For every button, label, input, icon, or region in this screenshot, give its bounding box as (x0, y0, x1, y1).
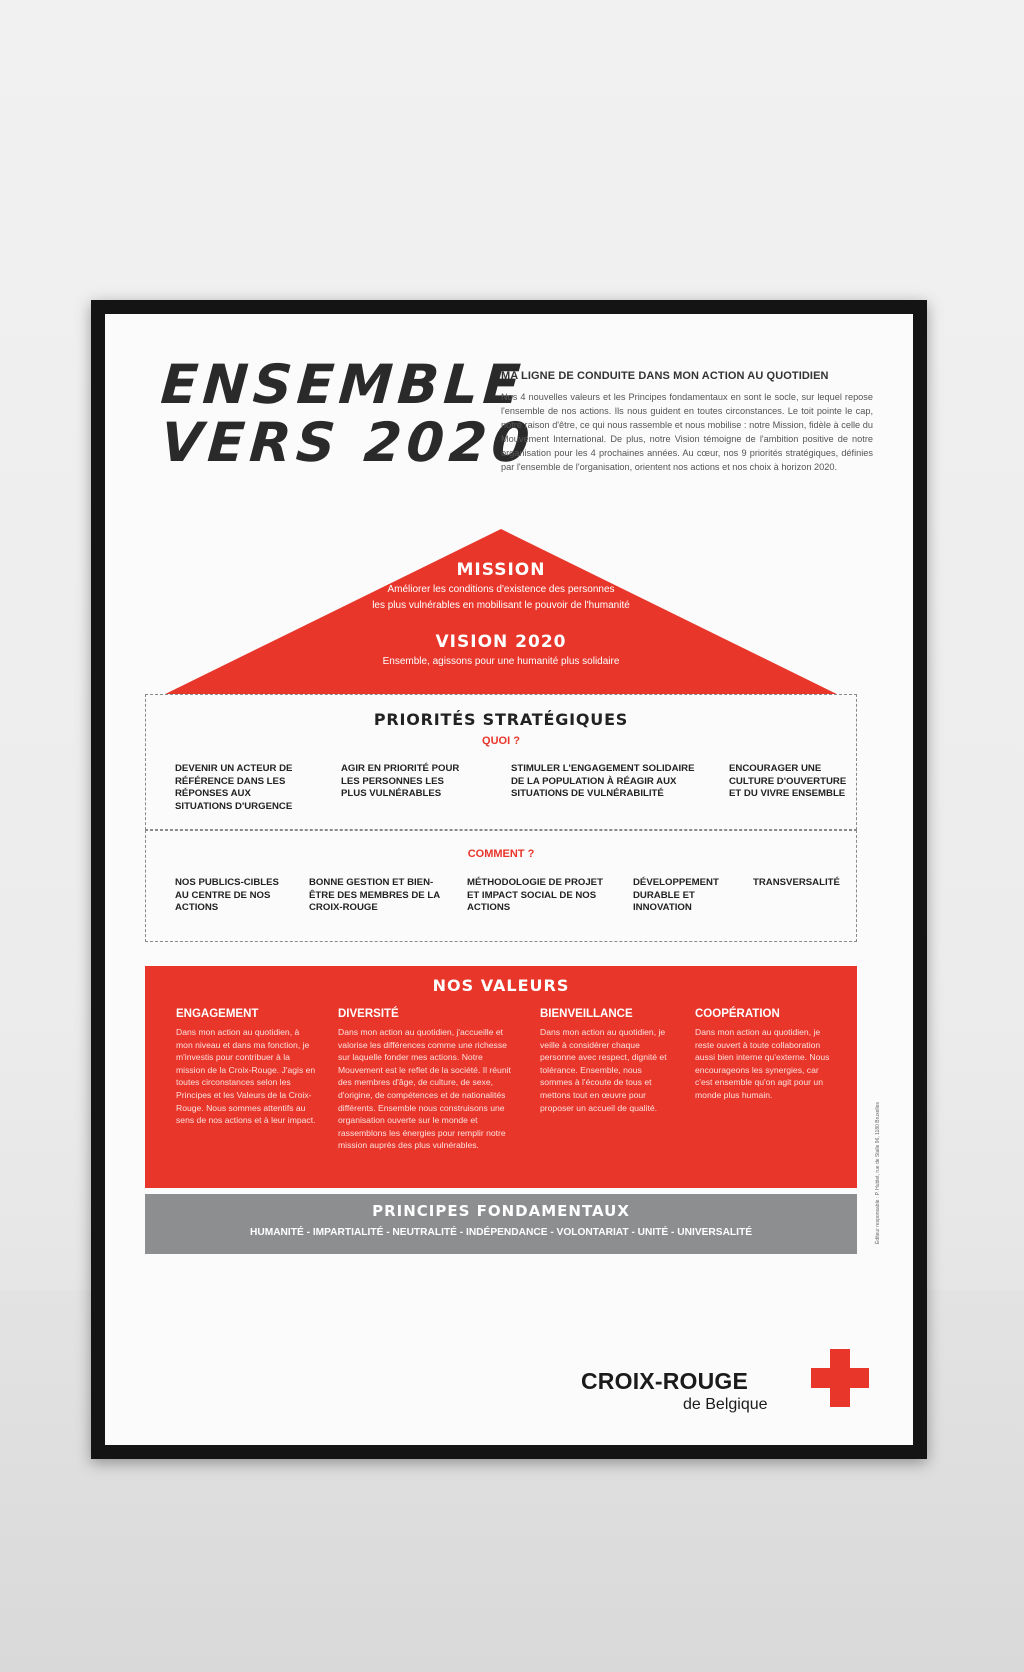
vision-text: Ensemble, agissons pour une humanité plus solidaire (382, 656, 620, 667)
quoi-item: ENCOURAGER UNE CULTURE D'OUVERTURE ET DU VIVRE ENSEMBLE (729, 763, 847, 799)
quoi-item: AGIR EN PRIORITÉ POUR LES PERSONNES LES PLUS VULNÉRABLES (341, 763, 460, 799)
mission-line-1: Améliorer les conditions d'existence des personnes (387, 584, 615, 595)
title-line-2: VERS 2020 (158, 411, 537, 474)
poster (105, 314, 913, 1445)
red-cross-icon (811, 1349, 869, 1407)
logo-name: CROIX-ROUGE (581, 1368, 749, 1394)
mission-line-2: les plus vulnérables en mobilisant le pouvoir de l'humanité (372, 600, 630, 611)
logo-sub: de Belgique (683, 1396, 768, 1413)
roof-shape (145, 529, 857, 704)
quoi-label: QUOI ? (482, 735, 520, 747)
mission-title: MISSION (456, 560, 546, 580)
priorites-title: PRIORITÉS STRATÉGIQUES (373, 710, 629, 729)
valeur-title: DIVERSITÉ (338, 1008, 399, 1020)
comment-item: MÉTHODOLOGIE DE PROJET ET IMPACT SOCIAL DE NOS ACTIONS (467, 877, 603, 913)
intro-text: Nos 4 nouvelles valeurs et les Principes fondamentaux en sont le socle, sur lequel repose l'ensemble de nos actions. Ils nous guident en toutes circonstances. Le toit pointe le cap, notre raison d'être, ce qui nous rassemble et nous mobilise : notre Mission, fidèle à celle du Mouvement International. De plus, notre Vision témoigne de l'ambition positive de notre organisation pour les 4 prochaines années. Au cœur, nos 9 priorités stratégiques, définies par l'ensemble de l'organisation, orientent nos actions et nos choix à horizon 2020. (501, 392, 873, 472)
comment-item: NOS PUBLICS-CIBLES AU CENTRE DE NOS ACTIONS (175, 877, 279, 913)
valeurs-title: NOS VALEURS (432, 976, 570, 995)
quoi-item: STIMULER L'ENGAGEMENT SOLIDAIRE DE LA POPULATION À RÉAGIR AUX SITUATIONS DE VULNÉRABILITÉ (511, 763, 695, 799)
title-line-1: ENSEMBLE (158, 353, 528, 416)
valeur-text: Dans mon action au quotidien, à mon niveau et dans ma fonction, je m'investis pour contribuer à la mission de la Croix-Rouge. J'agis en toutes circonstances selon les Principes et les Valeurs de la Croix-Rouge. Nous sommes attentifs au sens de nos actions et à leur impact. (176, 1027, 316, 1126)
quoi-item: DEVENIR UN ACTEUR DE RÉFÉRENCE DANS LES RÉPONSES AUX SITUATIONS D'URGENCE (175, 763, 293, 812)
vision-title: VISION 2020 (435, 632, 567, 652)
valeur-text: Dans mon action au quotidien, je reste ouvert à toute collaboration aussi bien interne qu'externe. Nous encourageons les synergies, car c'est ensemble qu'on agit pour un monde plus humain. (695, 1027, 830, 1100)
comment-item: BONNE GESTION ET BIEN-ÊTRE DES MEMBRES DE LA CROIX-ROUGE (309, 877, 440, 913)
valeur-title: BIENVEILLANCE (540, 1008, 633, 1020)
comment-label: COMMENT ? (467, 848, 535, 860)
valeur-title: ENGAGEMENT (176, 1008, 259, 1020)
valeur-title: COOPÉRATION (695, 1008, 780, 1020)
principes-title: PRINCIPES FONDAMENTAUX (372, 1202, 630, 1220)
intro-heading: MA LIGNE DE CONDUITE DANS MON ACTION AU QUOTIDIEN (501, 370, 829, 382)
comment-item: DÉVELOPPEMENT DURABLE ET INNOVATION (633, 877, 719, 913)
valeur-text: Dans mon action au quotidien, j'accueille et valorise les différences comme une richesse sur laquelle fonder mes actions. Notre Mouvement est le reflet de la société. Il réunit des membres d'âge, de culture, de sexe, d'origine, de compétences et de nationalités différents. Ensemble nous construisons une organisation ouverte sur le monde et rassemblons les énergies pour remplir notre mission auprès des plus vulnérables. (338, 1027, 511, 1151)
principes-list: HUMANITÉ - IMPARTIALITÉ - NEUTRALITÉ - INDÉPENDANCE - VOLONTARIAT - UNITÉ - UNIVERSALITÉ (250, 1227, 752, 1238)
valeur-text: Dans mon action au quotidien, je veille à considérer chaque personne avec respect, dignité et tolérance. Ensemble, nous sommes à l'écoute de tous et mettons tout en œuvre pour proposer un accueil de qualité. (540, 1027, 667, 1113)
comment-item: TRANSVERSALITÉ (753, 877, 840, 888)
editor-note: Éditeur responsable : P. Hublet, rue de Stalle 96, 1180 Bruxelles (875, 1102, 881, 1244)
